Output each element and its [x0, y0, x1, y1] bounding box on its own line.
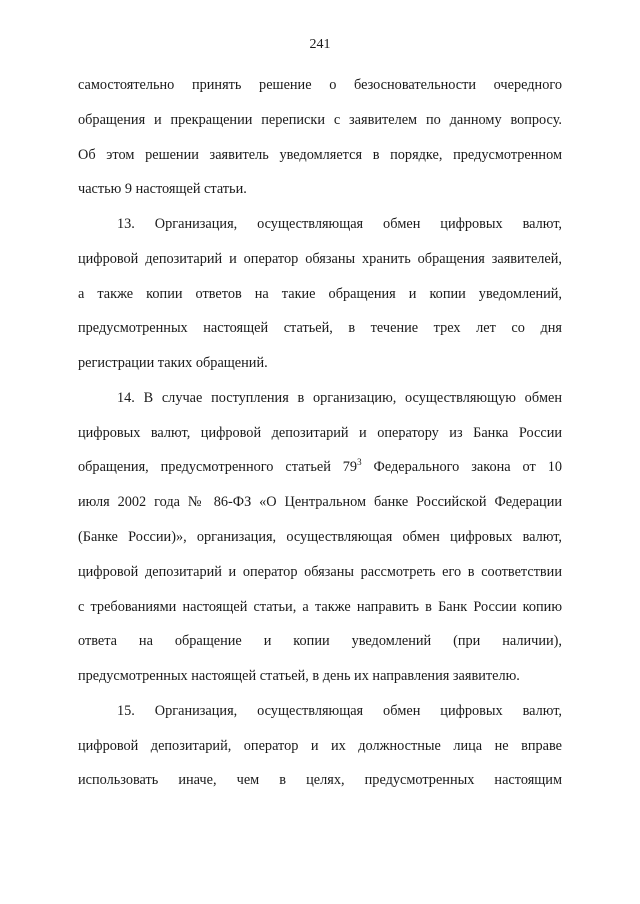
text-line: цифровой депозитарий и оператор обязаны хранить обращения заявителей, — [78, 251, 562, 267]
text-line: использовать иначе, чем в целях, предусмотренных настоящим — [78, 772, 562, 788]
text-line: 14. В случае поступления в организацию, осуществляющую обмен — [117, 390, 562, 406]
text-line — [78, 458, 562, 476]
text-line: (Банке России)», организация, осуществляющая обмен цифровых валют, — [78, 529, 562, 545]
text-line: Об этом решении заявитель уведомляется в порядке, предусмотренном — [78, 147, 562, 163]
text-line: 15. Организация, осуществляющая обмен цифровых валют, — [117, 703, 562, 719]
text-line: цифровой депозитарий, оператор и их должностные лица не вправе — [78, 738, 562, 754]
text-line: июля 2002 года № 86-ФЗ «О Центральном банке Российской Федерации — [78, 494, 562, 510]
text-line: а также копии ответов на такие обращения и копии уведомлений, — [78, 286, 562, 302]
text-line: цифровых валют, цифровой депозитарий и оператору из Банка России — [78, 425, 562, 441]
text-line: предусмотренных настоящей статьей, в день их направления заявителю. — [78, 668, 520, 684]
text-line: регистрации таких обращений. — [78, 355, 268, 371]
text-line: цифровой депозитарий и оператор обязаны рассмотреть его в соответствии — [78, 564, 562, 580]
text-line: обращения и прекращении переписки с заявителем по данному вопросу. — [78, 112, 562, 128]
text-segment: обращения, предусмотренного статьей 79 — [78, 459, 358, 475]
text-line: самостоятельно принять решение о безосновательности очередного — [78, 77, 562, 93]
text-line: с требованиями настоящей статьи, а также направить в Банк России копию — [78, 599, 562, 615]
text-line: ответа на обращение и копии уведомлений (при наличии), — [78, 633, 562, 649]
text-line: частью 9 настоящей статьи. — [78, 181, 247, 197]
superscript: 3 — [357, 457, 362, 468]
page-number: 241 — [309, 37, 331, 52]
text-line: предусмотренных настоящей статьей, в течение трех лет со дня — [78, 320, 562, 336]
text-segment: Федерального закона от 10 — [361, 459, 562, 475]
text-line: 13. Организация, осуществляющая обмен цифровых валют, — [117, 216, 562, 232]
